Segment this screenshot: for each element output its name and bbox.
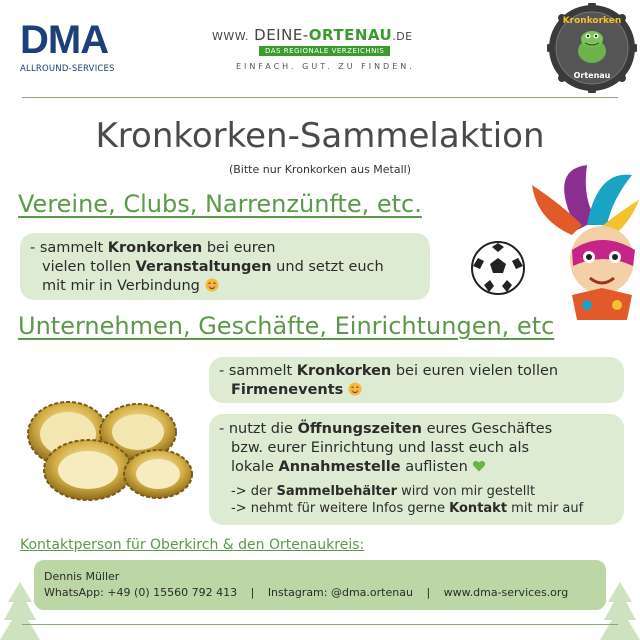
dma-logo-text: DMA — [20, 18, 109, 62]
events-info-bubble — [209, 357, 624, 403]
separator: | — [426, 586, 431, 599]
text: auflisten — [400, 459, 468, 475]
text: - nutzt die — [219, 421, 298, 437]
contact-website-link[interactable]: www.dma-services.org — [443, 586, 569, 599]
text-bold: Öffnungszeiten — [297, 421, 422, 437]
text: vielen tollen — [42, 259, 136, 275]
text: -> nehmt für weitere Infos gerne — [231, 501, 450, 516]
section-heading-clubs: Vereine, Clubs, Narrenzünfte, etc. — [18, 190, 422, 218]
url-main-1: DEINE- — [254, 26, 309, 44]
text-bold: Annahmestelle — [278, 459, 401, 475]
text: lokale — [231, 459, 279, 475]
url-main-2: ORTENAU — [308, 26, 393, 44]
fir-tree-icon — [600, 580, 640, 640]
cap-logo-top: Kronkorken — [562, 16, 622, 26]
url-suffix: .DE — [392, 30, 413, 43]
text: bzw. eurer Einrichtung und lasst euch als — [231, 440, 530, 456]
text: und setzt euch — [271, 259, 384, 275]
fir-tree-icon — [0, 580, 40, 640]
ortenau-tagline: EINFACH. GUT. ZU FINDEN. — [236, 62, 415, 71]
soccer-ball-icon — [470, 240, 526, 296]
kronkorken-ortenau-logo — [547, 3, 637, 93]
footer-divider — [22, 624, 618, 625]
text: bei euren — [202, 240, 276, 256]
text-bold: Kronkorken — [107, 240, 203, 256]
dma-logo-subtitle: ALLROUND-SERVICES — [20, 64, 115, 74]
section-heading-businesses: Unternehmen, Geschäfte, Einrichtungen, etc — [18, 312, 555, 340]
page-title: Kronkorken-Sammelaktion — [95, 116, 545, 156]
smiling-face-emoji-icon — [205, 278, 219, 292]
text: wird von mir gestellt — [397, 484, 536, 499]
text: -> der — [231, 484, 277, 499]
bottle-caps-image — [18, 392, 196, 502]
text-bold: Kontakt — [449, 501, 508, 516]
text-bold: Kronkorken — [296, 363, 392, 379]
jester-mask-icon — [527, 160, 640, 320]
smiling-face-emoji-icon — [348, 382, 362, 396]
text: mit mir auf — [507, 501, 584, 516]
contact-box — [34, 560, 606, 610]
crocodile-mascot-icon — [578, 31, 606, 63]
contact-instagram[interactable]: Instagram: @dma.ortenau — [267, 586, 413, 599]
ortenau-logo-url — [212, 26, 413, 44]
text-bold: Veranstaltungen — [135, 259, 272, 275]
text: bei euren vielen tollen — [391, 363, 559, 379]
contact-whatsapp[interactable]: WhatsApp: +49 (0) 15560 792 413 — [44, 586, 238, 599]
page-subtitle: (Bitte nur Kronkorken aus Metall) — [228, 163, 412, 176]
text: - sammelt — [30, 240, 108, 256]
clubs-info-bubble — [20, 233, 430, 300]
collection-point-info-bubble — [209, 414, 624, 525]
header-divider — [22, 97, 618, 98]
text-bold: Firmenevents — [231, 382, 344, 398]
contact-heading: Kontaktperson für Oberkirch & den Ortenaukreis: — [20, 537, 365, 553]
text-bold: Sammelbehälter — [276, 484, 398, 499]
green-heart-icon — [472, 459, 486, 473]
ortenau-band: DAS REGIONALE VERZEICHNIS — [259, 46, 390, 56]
text: eures Geschäftes — [421, 421, 553, 437]
contact-name: Dennis Müller — [44, 570, 120, 583]
separator: | — [250, 586, 255, 599]
url-prefix: WWW. — [212, 30, 249, 43]
text: mit mir in Verbindung — [42, 278, 200, 294]
cap-logo-bottom: Ortenau — [573, 71, 611, 80]
text: - sammelt — [219, 363, 297, 379]
